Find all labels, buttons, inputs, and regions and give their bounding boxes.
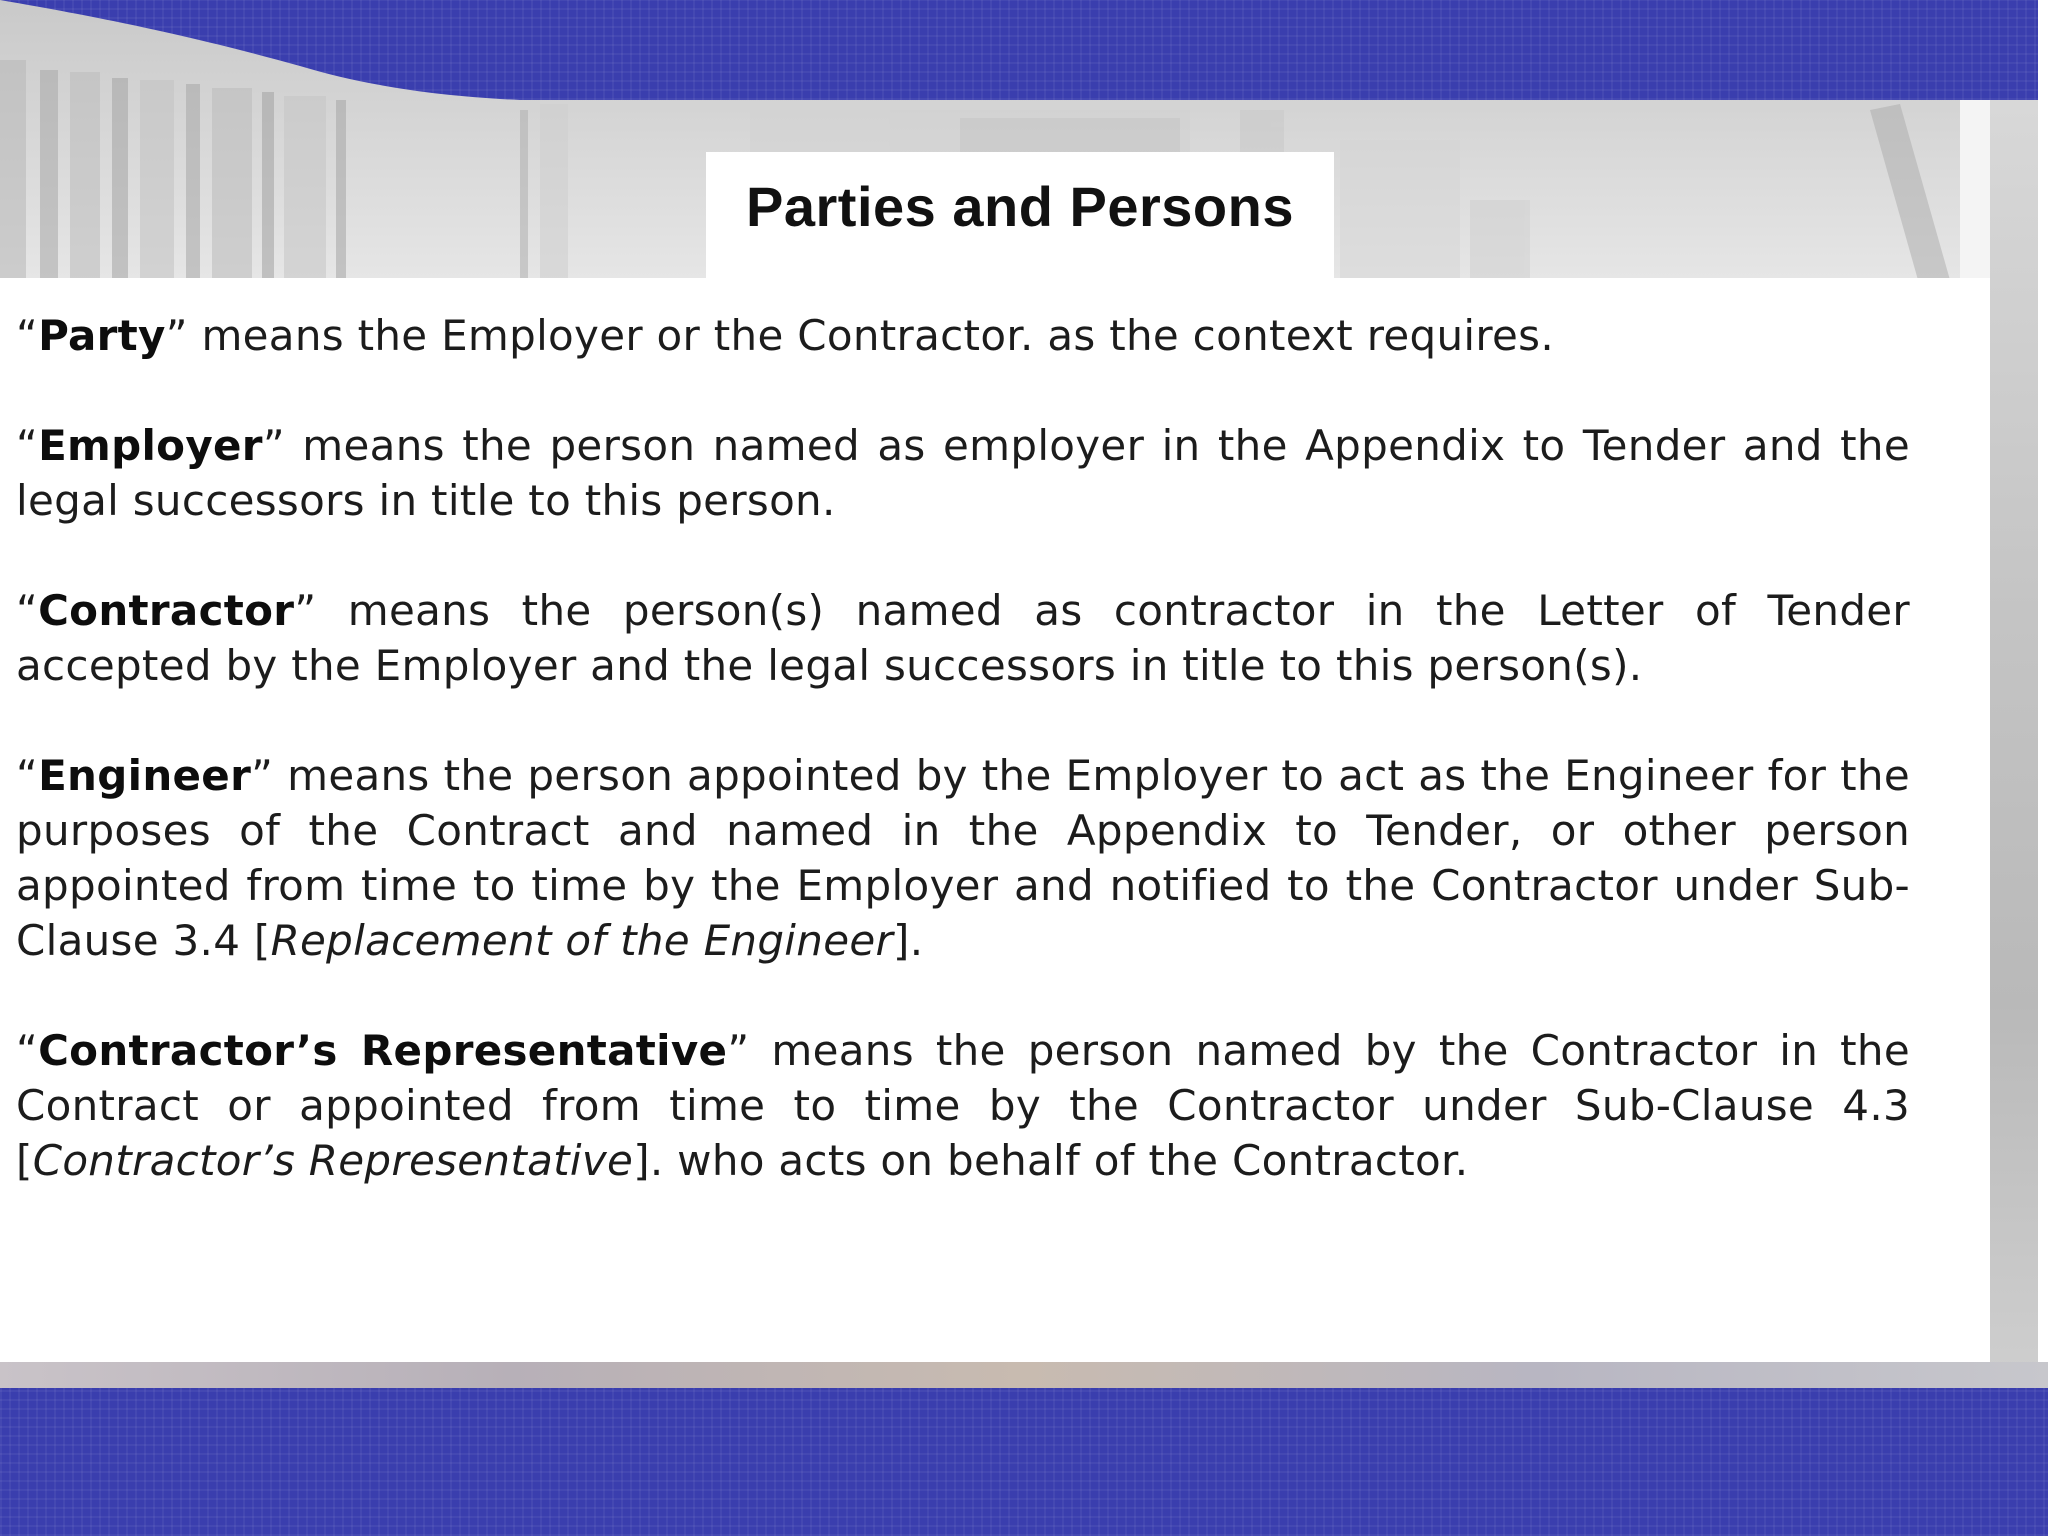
definition-term: Employer: [38, 421, 263, 470]
close-quote: ”: [294, 586, 317, 635]
definition-party: [16, 308, 1910, 363]
open-quote: “: [16, 586, 39, 635]
bottom-photo-strip: [0, 1362, 2048, 1388]
definition-text: means the Employer or the Contractor. as the context requires.: [187, 311, 1554, 360]
right-edge: [2038, 0, 2048, 1536]
definition-text: means the person appointed by the Employer to act as the Engineer for the purposes of the Contract and named in the Appendix to Tender, or other person appointed from time to time by the Employer and notified to the Contractor under Sub-Clause 3.4 [: [16, 751, 1910, 965]
definition-text-end: ].: [893, 916, 924, 965]
clause-reference: Contractor’s Representative: [32, 1136, 634, 1185]
close-quote: ”: [727, 1026, 750, 1075]
definition-text-end: ]. who acts on behalf of the Contractor.: [633, 1136, 1469, 1185]
open-quote: “: [16, 1026, 39, 1075]
close-quote: ”: [165, 311, 188, 360]
definition-text: means the person(s) named as contractor in the Letter of Tender accepted by the Employer and the legal successors in title to this person(s).: [16, 586, 1910, 690]
definition-engineer: [16, 748, 1910, 968]
title-box: [706, 152, 1334, 280]
close-quote: ”: [262, 421, 285, 470]
definitions-panel: [0, 278, 1990, 1362]
close-quote: ”: [251, 751, 274, 800]
bottom-decorative-band: [0, 1388, 2048, 1536]
open-quote: “: [16, 311, 39, 360]
definition-text: means the person named as employer in the Appendix to Tender and the legal successors in title to this person.: [16, 421, 1910, 525]
definitions-list: [16, 308, 1910, 1243]
definition-term: Party: [38, 311, 166, 360]
definition-term: Engineer: [38, 751, 252, 800]
definition-contractors-representative: [16, 1023, 1910, 1188]
open-quote: “: [16, 751, 39, 800]
definition-term: Contractor’s Representative: [38, 1026, 728, 1075]
open-quote: “: [16, 421, 39, 470]
definition-contractor: [16, 583, 1910, 693]
definition-text: means the person named by the Contractor in the Contract or appointed from time to time by the Contractor under Sub-Clause 4.3 [: [16, 1026, 1910, 1185]
clause-reference: Replacement of the Engineer: [270, 916, 894, 965]
slide-title: Parties and Persons: [746, 175, 1294, 238]
definition-employer: [16, 418, 1910, 528]
definition-term: Contractor: [38, 586, 295, 635]
